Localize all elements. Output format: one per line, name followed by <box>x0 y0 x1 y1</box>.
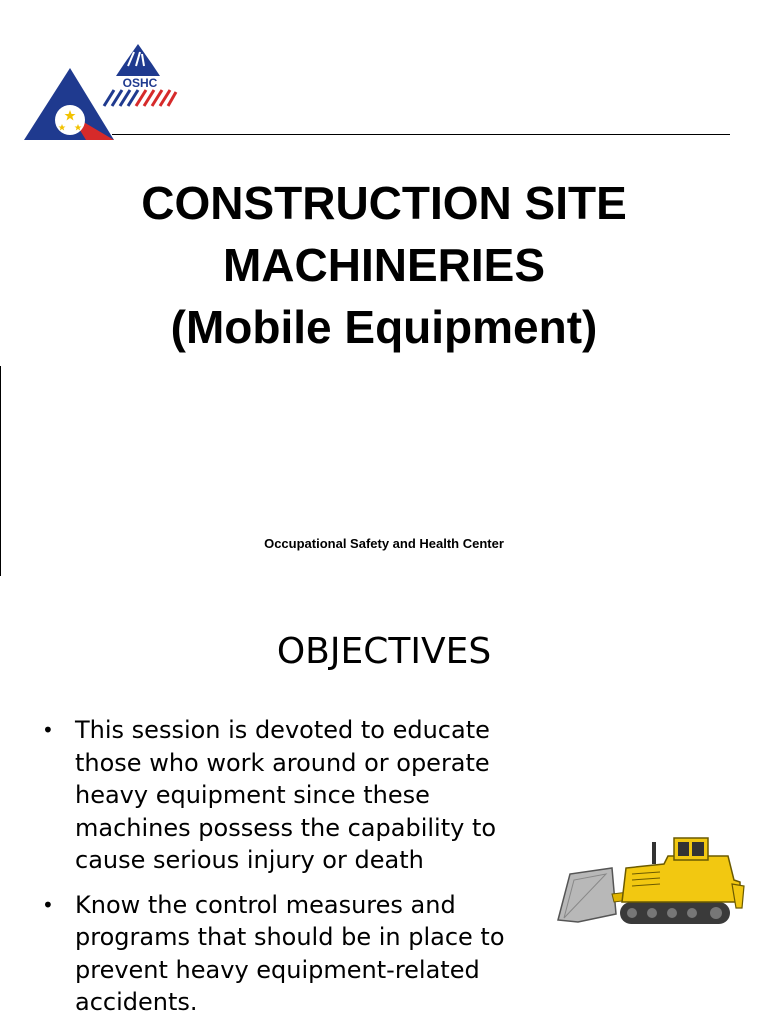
objectives-heading: OBJECTIVES <box>276 631 492 672</box>
title-line-1: CONSTRUCTION SITE <box>141 177 627 229</box>
bulldozer-icon <box>556 834 746 934</box>
logo-text: OSHC <box>122 76 158 90</box>
objectives-list <box>40 714 540 1031</box>
title-line-3: (Mobile Equipment) <box>170 301 598 353</box>
bullet-icon: • <box>42 892 54 917</box>
slide-title <box>0 172 768 358</box>
organization-name: Occupational Safety and Health Center <box>264 536 504 551</box>
header-divider <box>112 134 730 135</box>
list-item <box>40 889 540 1019</box>
objectives-slide <box>0 576 768 1024</box>
bullet-text: This session is devoted to educate those who work around or operate heavy equipment since these machines possess the capability to cause serious injury or death <box>75 716 497 874</box>
bullet-icon: • <box>42 718 54 742</box>
list-item <box>40 714 540 877</box>
title-line-2: MACHINERIES <box>222 239 546 291</box>
oshc-logo <box>24 42 184 144</box>
bullet-text: Know the control measures and programs that should be in place to prevent heavy equipment-related accidents. <box>75 890 505 1016</box>
